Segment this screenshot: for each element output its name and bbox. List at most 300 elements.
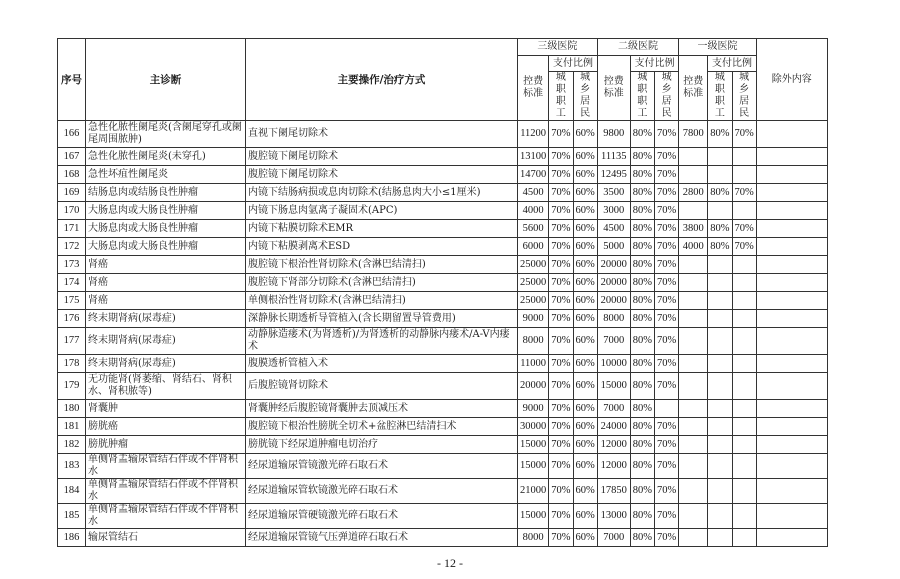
level2-cap-cell: 7000 xyxy=(597,328,630,355)
diagnosis-cell: 终末期肾病(尿毒症) xyxy=(86,310,246,328)
seq-cell: 185 xyxy=(58,504,86,529)
seq-cell: 179 xyxy=(58,373,86,400)
seq-cell: 166 xyxy=(58,121,86,148)
level3-urban-worker-ratio-cell: 70% xyxy=(549,418,573,436)
exclusion-cell xyxy=(756,454,827,479)
level3-cap-cell: 30000 xyxy=(518,418,549,436)
level3-urban-worker-ratio-cell: 70% xyxy=(549,238,573,256)
exclusion-cell xyxy=(756,184,827,202)
level3-urban-rural-ratio-cell: 60% xyxy=(573,436,597,454)
diagnosis-cell: 膀胱癌 xyxy=(86,418,246,436)
level1-urban-worker-ratio-cell xyxy=(708,436,732,454)
level3-urban-rural-ratio-cell: 60% xyxy=(573,238,597,256)
header-cap-level3: 控费标准 xyxy=(518,56,549,121)
level2-urban-rural-ratio-cell: 70% xyxy=(655,436,679,454)
level2-cap-cell: 15000 xyxy=(597,373,630,400)
table-row xyxy=(58,400,828,418)
level3-urban-rural-ratio-cell: 60% xyxy=(573,355,597,373)
header-urban-rural-level3: 城乡居民 xyxy=(573,72,597,121)
level2-urban-rural-ratio-cell: 70% xyxy=(655,454,679,479)
level2-urban-rural-ratio-cell: 70% xyxy=(655,184,679,202)
procedure-cell: 内镜下结肠病损或息肉切除术(结肠息肉大小≤1厘米) xyxy=(246,184,518,202)
level2-cap-cell: 3500 xyxy=(597,184,630,202)
level2-urban-rural-ratio-cell: 70% xyxy=(655,355,679,373)
procedure-cell: 深静脉长期透析导管植入(含长期留置导管费用) xyxy=(246,310,518,328)
level2-cap-cell: 20000 xyxy=(597,256,630,274)
diagnosis-cell: 单侧肾盂输尿管结石伴或不伴肾积水 xyxy=(86,454,246,479)
level3-urban-rural-ratio-cell: 60% xyxy=(573,454,597,479)
table-row xyxy=(58,292,828,310)
level1-urban-worker-ratio-cell xyxy=(708,256,732,274)
procedure-cell: 腹腔镜下根治性肾切除术(含淋巴结清扫) xyxy=(246,256,518,274)
level1-cap-cell xyxy=(679,436,708,454)
exclusion-cell xyxy=(756,238,827,256)
level3-cap-cell: 8000 xyxy=(518,328,549,355)
level3-urban-worker-ratio-cell: 70% xyxy=(549,256,573,274)
level3-cap-cell: 11000 xyxy=(518,355,549,373)
diagnosis-cell: 终末期肾病(尿毒症) xyxy=(86,355,246,373)
level1-urban-worker-ratio-cell: 80% xyxy=(708,238,732,256)
level2-cap-cell: 11135 xyxy=(597,148,630,166)
level3-urban-worker-ratio-cell: 70% xyxy=(549,355,573,373)
level1-urban-rural-ratio-cell xyxy=(732,454,756,479)
table-row xyxy=(58,454,828,479)
header-urban-worker-level2: 城职职工 xyxy=(630,72,654,121)
level2-urban-worker-ratio-cell: 80% xyxy=(630,292,654,310)
level1-urban-rural-ratio-cell xyxy=(732,373,756,400)
level1-urban-rural-ratio-cell xyxy=(732,436,756,454)
table-row xyxy=(58,148,828,166)
procedure-cell: 腹腔镜下阑尾切除术 xyxy=(246,166,518,184)
level1-cap-cell: 4000 xyxy=(679,238,708,256)
exclusion-cell xyxy=(756,436,827,454)
exclusion-cell xyxy=(756,121,827,148)
header-cap-level1: 控费标准 xyxy=(679,56,708,121)
level3-urban-worker-ratio-cell: 70% xyxy=(549,328,573,355)
procedure-cell: 膀胱镜下经尿道肿瘤电切治疗 xyxy=(246,436,518,454)
level2-urban-rural-ratio-cell: 70% xyxy=(655,418,679,436)
diagnosis-cell: 肾囊肿 xyxy=(86,400,246,418)
header-diagnosis: 主诊断 xyxy=(86,39,246,121)
level2-urban-worker-ratio-cell: 80% xyxy=(630,529,654,547)
level1-cap-cell xyxy=(679,373,708,400)
seq-cell: 169 xyxy=(58,184,86,202)
seq-cell: 176 xyxy=(58,310,86,328)
table-row xyxy=(58,504,828,529)
level2-urban-rural-ratio-cell: 70% xyxy=(655,328,679,355)
level3-urban-rural-ratio-cell: 60% xyxy=(573,256,597,274)
procedure-cell: 内镜下粘膜切除术EMR xyxy=(246,220,518,238)
diagnosis-cell: 无功能肾(肾萎缩、肾结石、肾积水、肾积脓等) xyxy=(86,373,246,400)
seq-cell: 172 xyxy=(58,238,86,256)
level3-urban-rural-ratio-cell: 60% xyxy=(573,373,597,400)
level1-cap-cell xyxy=(679,400,708,418)
level2-urban-rural-ratio-cell: 70% xyxy=(655,292,679,310)
level2-urban-worker-ratio-cell: 80% xyxy=(630,121,654,148)
level3-urban-worker-ratio-cell: 70% xyxy=(549,202,573,220)
level1-urban-worker-ratio-cell xyxy=(708,400,732,418)
level2-cap-cell: 7000 xyxy=(597,529,630,547)
level1-cap-cell xyxy=(679,529,708,547)
exclusion-cell xyxy=(756,274,827,292)
level2-urban-worker-ratio-cell: 80% xyxy=(630,479,654,504)
header-level2-hospital: 二级医院 xyxy=(597,39,679,56)
level2-urban-rural-ratio-cell: 70% xyxy=(655,310,679,328)
level3-urban-rural-ratio-cell: 60% xyxy=(573,310,597,328)
exclusion-cell xyxy=(756,148,827,166)
table-row xyxy=(58,202,828,220)
level2-cap-cell: 10000 xyxy=(597,355,630,373)
level3-urban-worker-ratio-cell: 70% xyxy=(549,373,573,400)
table-row xyxy=(58,479,828,504)
level3-cap-cell: 9000 xyxy=(518,310,549,328)
level3-urban-rural-ratio-cell: 60% xyxy=(573,418,597,436)
level2-cap-cell: 7000 xyxy=(597,400,630,418)
level2-urban-rural-ratio-cell: 70% xyxy=(655,220,679,238)
level1-urban-worker-ratio-cell xyxy=(708,454,732,479)
level3-urban-rural-ratio-cell: 60% xyxy=(573,202,597,220)
level3-urban-rural-ratio-cell: 60% xyxy=(573,184,597,202)
level3-urban-worker-ratio-cell: 70% xyxy=(549,529,573,547)
level3-urban-worker-ratio-cell: 70% xyxy=(549,220,573,238)
level1-urban-worker-ratio-cell xyxy=(708,310,732,328)
seq-cell: 184 xyxy=(58,479,86,504)
level3-urban-worker-ratio-cell: 70% xyxy=(549,454,573,479)
exclusion-cell xyxy=(756,479,827,504)
procedure-cell: 肾囊肿经后腹腔镜肾囊肿去顶减压术 xyxy=(246,400,518,418)
procedure-cell: 内镜下粘膜剥离术ESD xyxy=(246,238,518,256)
header-level1-hospital: 一级医院 xyxy=(679,39,757,56)
procedure-cell: 经尿道输尿管镜气压弹道碎石取石术 xyxy=(246,529,518,547)
level2-urban-worker-ratio-cell: 80% xyxy=(630,400,654,418)
level2-urban-rural-ratio-cell: 70% xyxy=(655,529,679,547)
diagnosis-cell: 单侧肾盂输尿管结石伴或不伴肾积水 xyxy=(86,504,246,529)
level2-urban-rural-ratio-cell: 70% xyxy=(655,238,679,256)
procedure-cell: 经尿道输尿管软镜激光碎石取石术 xyxy=(246,479,518,504)
header-procedure: 主要操作/治疗方式 xyxy=(246,39,518,121)
seq-cell: 177 xyxy=(58,328,86,355)
level1-urban-rural-ratio-cell xyxy=(732,400,756,418)
exclusion-cell xyxy=(756,220,827,238)
level2-urban-worker-ratio-cell: 80% xyxy=(630,328,654,355)
exclusion-cell xyxy=(756,355,827,373)
level2-urban-worker-ratio-cell: 80% xyxy=(630,220,654,238)
level3-cap-cell: 9000 xyxy=(518,400,549,418)
level3-urban-rural-ratio-cell: 60% xyxy=(573,479,597,504)
level3-urban-worker-ratio-cell: 70% xyxy=(549,400,573,418)
table-row xyxy=(58,436,828,454)
level1-cap-cell xyxy=(679,328,708,355)
level3-urban-rural-ratio-cell: 60% xyxy=(573,274,597,292)
procedure-cell: 经尿道输尿管硬镜激光碎石取石术 xyxy=(246,504,518,529)
level2-cap-cell: 12495 xyxy=(597,166,630,184)
procedure-cell: 腹腔镜下肾部分切除术(含淋巴结清扫) xyxy=(246,274,518,292)
level3-cap-cell: 15000 xyxy=(518,436,549,454)
level3-cap-cell: 5600 xyxy=(518,220,549,238)
level3-urban-rural-ratio-cell: 60% xyxy=(573,220,597,238)
level2-cap-cell: 12000 xyxy=(597,436,630,454)
level3-urban-rural-ratio-cell: 60% xyxy=(573,400,597,418)
seq-cell: 182 xyxy=(58,436,86,454)
seq-cell: 170 xyxy=(58,202,86,220)
header-seq: 序号 xyxy=(58,39,86,121)
level1-urban-rural-ratio-cell xyxy=(732,479,756,504)
header-urban-worker-level3: 城职职工 xyxy=(549,72,573,121)
exclusion-cell xyxy=(756,310,827,328)
header-pay-ratio-level2: 支付比例 xyxy=(630,56,679,72)
level1-urban-rural-ratio-cell: 70% xyxy=(732,238,756,256)
seq-cell: 168 xyxy=(58,166,86,184)
level1-cap-cell xyxy=(679,202,708,220)
procedure-cell: 经尿道输尿管镜激光碎石取石术 xyxy=(246,454,518,479)
seq-cell: 186 xyxy=(58,529,86,547)
table-row xyxy=(58,274,828,292)
table-row xyxy=(58,256,828,274)
header-cap-level2: 控费标准 xyxy=(597,56,630,121)
level3-urban-rural-ratio-cell: 60% xyxy=(573,166,597,184)
table-row xyxy=(58,184,828,202)
level2-urban-rural-ratio-cell xyxy=(655,400,679,418)
level2-urban-rural-ratio-cell: 70% xyxy=(655,479,679,504)
level2-urban-worker-ratio-cell: 80% xyxy=(630,238,654,256)
level1-cap-cell xyxy=(679,418,708,436)
level3-urban-worker-ratio-cell: 70% xyxy=(549,184,573,202)
level3-urban-worker-ratio-cell: 70% xyxy=(549,310,573,328)
procedure-cell: 腹腔镜下根治性膀胱全切术+盆腔淋巴结清扫术 xyxy=(246,418,518,436)
level2-cap-cell: 20000 xyxy=(597,274,630,292)
procedure-cell: 腹膜透析管植入术 xyxy=(246,355,518,373)
level3-cap-cell: 4000 xyxy=(518,202,549,220)
level2-urban-worker-ratio-cell: 80% xyxy=(630,310,654,328)
level2-urban-rural-ratio-cell: 70% xyxy=(655,373,679,400)
level1-cap-cell xyxy=(679,479,708,504)
level2-cap-cell: 20000 xyxy=(597,292,630,310)
procedure-cell: 内镜下肠息肉氩离子凝固术(APC) xyxy=(246,202,518,220)
level1-urban-rural-ratio-cell: 70% xyxy=(732,121,756,148)
diagnosis-cell: 急性化脓性阑尾炎(含阑尾穿孔或阑尾周围脓肿) xyxy=(86,121,246,148)
diagnosis-cell: 大肠息肉或大肠良性肿瘤 xyxy=(86,220,246,238)
level3-cap-cell: 4500 xyxy=(518,184,549,202)
level1-urban-rural-ratio-cell xyxy=(732,529,756,547)
diagnosis-cell: 输尿管结石 xyxy=(86,529,246,547)
header-pay-ratio-level3: 支付比例 xyxy=(549,56,598,72)
level1-urban-rural-ratio-cell xyxy=(732,328,756,355)
header-exclusion: 除外内容 xyxy=(756,39,827,121)
header-urban-worker-level1: 城职职工 xyxy=(708,72,732,121)
level1-cap-cell xyxy=(679,274,708,292)
level1-urban-rural-ratio-cell xyxy=(732,355,756,373)
level2-urban-worker-ratio-cell: 80% xyxy=(630,166,654,184)
diagnosis-cell: 肾癌 xyxy=(86,256,246,274)
level3-cap-cell: 14700 xyxy=(518,166,549,184)
level1-urban-rural-ratio-cell xyxy=(732,148,756,166)
level2-urban-rural-ratio-cell: 70% xyxy=(655,256,679,274)
diagnosis-cell: 急性坏疽性阑尾炎 xyxy=(86,166,246,184)
exclusion-cell xyxy=(756,504,827,529)
level2-cap-cell: 5000 xyxy=(597,238,630,256)
level2-urban-worker-ratio-cell: 80% xyxy=(630,202,654,220)
level3-cap-cell: 15000 xyxy=(518,504,549,529)
level3-cap-cell: 11200 xyxy=(518,121,549,148)
diagnosis-cell: 终末期肾病(尿毒症) xyxy=(86,328,246,355)
seq-cell: 171 xyxy=(58,220,86,238)
level1-urban-worker-ratio-cell xyxy=(708,373,732,400)
level3-urban-rural-ratio-cell: 60% xyxy=(573,328,597,355)
level3-urban-rural-ratio-cell: 60% xyxy=(573,148,597,166)
level2-urban-worker-ratio-cell: 80% xyxy=(630,373,654,400)
seq-cell: 175 xyxy=(58,292,86,310)
level1-cap-cell xyxy=(679,292,708,310)
table-row xyxy=(58,328,828,355)
level1-urban-worker-ratio-cell xyxy=(708,355,732,373)
exclusion-cell xyxy=(756,292,827,310)
level1-cap-cell xyxy=(679,355,708,373)
level1-urban-worker-ratio-cell: 80% xyxy=(708,121,732,148)
procedure-cell: 直视下阑尾切除术 xyxy=(246,121,518,148)
level1-urban-worker-ratio-cell: 80% xyxy=(708,220,732,238)
seq-cell: 173 xyxy=(58,256,86,274)
level2-urban-rural-ratio-cell: 70% xyxy=(655,504,679,529)
level3-cap-cell: 20000 xyxy=(518,373,549,400)
level2-urban-worker-ratio-cell: 80% xyxy=(630,274,654,292)
level2-cap-cell: 3000 xyxy=(597,202,630,220)
level3-urban-rural-ratio-cell: 60% xyxy=(573,292,597,310)
procedure-cell: 腹腔镜下阑尾切除术 xyxy=(246,148,518,166)
level2-urban-worker-ratio-cell: 80% xyxy=(630,256,654,274)
table-row xyxy=(58,166,828,184)
level3-cap-cell: 8000 xyxy=(518,529,549,547)
level1-urban-rural-ratio-cell: 70% xyxy=(732,220,756,238)
exclusion-cell xyxy=(756,529,827,547)
level1-cap-cell xyxy=(679,148,708,166)
level3-urban-worker-ratio-cell: 70% xyxy=(549,166,573,184)
level1-urban-rural-ratio-cell xyxy=(732,418,756,436)
level1-urban-rural-ratio-cell: 70% xyxy=(732,184,756,202)
table-row xyxy=(58,310,828,328)
level2-urban-worker-ratio-cell: 80% xyxy=(630,355,654,373)
level1-urban-rural-ratio-cell xyxy=(732,310,756,328)
table-row xyxy=(58,238,828,256)
level3-urban-worker-ratio-cell: 70% xyxy=(549,292,573,310)
table-row xyxy=(58,355,828,373)
level1-cap-cell: 7800 xyxy=(679,121,708,148)
diagnosis-cell: 大肠息肉或大肠良性肿瘤 xyxy=(86,202,246,220)
level1-urban-worker-ratio-cell xyxy=(708,418,732,436)
level1-urban-worker-ratio-cell xyxy=(708,529,732,547)
level3-urban-rural-ratio-cell: 60% xyxy=(573,504,597,529)
level2-cap-cell: 17850 xyxy=(597,479,630,504)
seq-cell: 178 xyxy=(58,355,86,373)
medical-fee-table xyxy=(57,38,828,547)
table-row xyxy=(58,418,828,436)
level1-urban-worker-ratio-cell xyxy=(708,166,732,184)
exclusion-cell xyxy=(756,400,827,418)
level3-urban-worker-ratio-cell: 70% xyxy=(549,479,573,504)
level2-cap-cell: 12000 xyxy=(597,454,630,479)
exclusion-cell xyxy=(756,418,827,436)
level3-urban-worker-ratio-cell: 70% xyxy=(549,274,573,292)
level3-urban-rural-ratio-cell: 60% xyxy=(573,121,597,148)
level1-urban-worker-ratio-cell xyxy=(708,328,732,355)
level2-urban-rural-ratio-cell: 70% xyxy=(655,202,679,220)
table-row xyxy=(58,220,828,238)
level1-urban-rural-ratio-cell xyxy=(732,202,756,220)
level1-urban-worker-ratio-cell xyxy=(708,274,732,292)
level1-urban-worker-ratio-cell: 80% xyxy=(708,184,732,202)
level2-cap-cell: 13000 xyxy=(597,504,630,529)
exclusion-cell xyxy=(756,166,827,184)
level2-urban-worker-ratio-cell: 80% xyxy=(630,418,654,436)
diagnosis-cell: 单侧肾盂输尿管结石伴或不伴肾积水 xyxy=(86,479,246,504)
level3-cap-cell: 21000 xyxy=(518,479,549,504)
level3-cap-cell: 25000 xyxy=(518,292,549,310)
level2-urban-rural-ratio-cell: 70% xyxy=(655,121,679,148)
level2-urban-worker-ratio-cell: 80% xyxy=(630,184,654,202)
header-level3-hospital: 三级医院 xyxy=(518,39,598,56)
level2-urban-rural-ratio-cell: 70% xyxy=(655,274,679,292)
seq-cell: 167 xyxy=(58,148,86,166)
diagnosis-cell: 大肠息肉或大肠良性肿瘤 xyxy=(86,238,246,256)
level2-urban-worker-ratio-cell: 80% xyxy=(630,436,654,454)
level1-urban-worker-ratio-cell xyxy=(708,479,732,504)
level1-cap-cell xyxy=(679,256,708,274)
diagnosis-cell: 膀胱肿瘤 xyxy=(86,436,246,454)
level3-urban-rural-ratio-cell: 60% xyxy=(573,529,597,547)
level1-cap-cell: 3800 xyxy=(679,220,708,238)
level3-urban-worker-ratio-cell: 70% xyxy=(549,504,573,529)
diagnosis-cell: 肾癌 xyxy=(86,292,246,310)
page-number: - 12 - xyxy=(437,556,463,570)
level3-urban-worker-ratio-cell: 70% xyxy=(549,148,573,166)
procedure-cell: 后腹腔镜肾切除术 xyxy=(246,373,518,400)
seq-cell: 183 xyxy=(58,454,86,479)
table-row xyxy=(58,373,828,400)
level2-urban-worker-ratio-cell: 80% xyxy=(630,504,654,529)
level3-cap-cell: 15000 xyxy=(518,454,549,479)
level1-urban-worker-ratio-cell xyxy=(708,504,732,529)
level1-urban-rural-ratio-cell xyxy=(732,166,756,184)
level1-urban-rural-ratio-cell xyxy=(732,504,756,529)
level3-cap-cell: 13100 xyxy=(518,148,549,166)
level3-urban-worker-ratio-cell: 70% xyxy=(549,121,573,148)
level2-urban-rural-ratio-cell: 70% xyxy=(655,148,679,166)
table-row xyxy=(58,529,828,547)
level2-urban-worker-ratio-cell: 80% xyxy=(630,148,654,166)
level2-urban-rural-ratio-cell: 70% xyxy=(655,166,679,184)
exclusion-cell xyxy=(756,202,827,220)
level1-urban-worker-ratio-cell xyxy=(708,292,732,310)
procedure-cell: 单侧根治性肾切除术(含淋巴结清扫) xyxy=(246,292,518,310)
level2-urban-worker-ratio-cell: 80% xyxy=(630,454,654,479)
level3-urban-worker-ratio-cell: 70% xyxy=(549,436,573,454)
level1-urban-rural-ratio-cell xyxy=(732,256,756,274)
exclusion-cell xyxy=(756,256,827,274)
level1-cap-cell xyxy=(679,504,708,529)
diagnosis-cell: 急性化脓性阑尾炎(未穿孔) xyxy=(86,148,246,166)
level1-urban-worker-ratio-cell xyxy=(708,148,732,166)
seq-cell: 180 xyxy=(58,400,86,418)
level1-urban-rural-ratio-cell xyxy=(732,292,756,310)
level3-cap-cell: 25000 xyxy=(518,256,549,274)
level2-cap-cell: 9800 xyxy=(597,121,630,148)
level1-cap-cell: 2800 xyxy=(679,184,708,202)
level2-cap-cell: 8000 xyxy=(597,310,630,328)
diagnosis-cell: 肾癌 xyxy=(86,274,246,292)
level3-cap-cell: 25000 xyxy=(518,274,549,292)
seq-cell: 181 xyxy=(58,418,86,436)
level2-cap-cell: 4500 xyxy=(597,220,630,238)
level1-urban-worker-ratio-cell xyxy=(708,202,732,220)
